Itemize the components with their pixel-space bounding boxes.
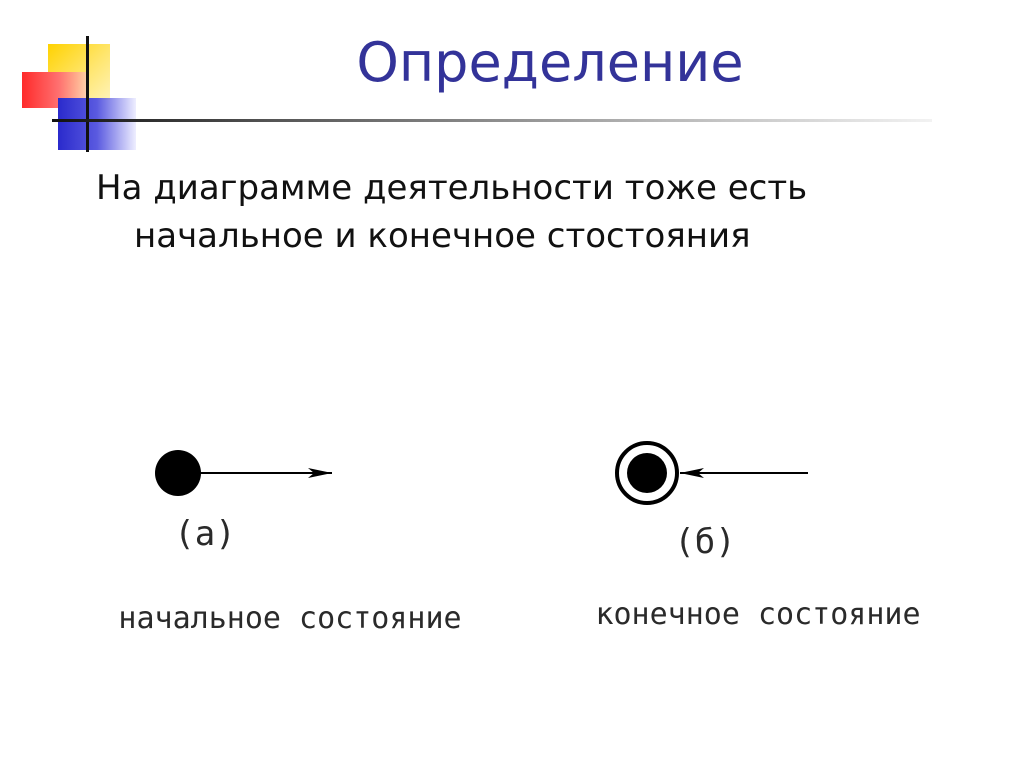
body-text-line-2: начальное и конечное стостояния — [134, 216, 751, 256]
initial-state-group — [118, 450, 461, 636]
initial-state-caption: начальное состояние — [118, 601, 462, 636]
slide-title: Определение — [356, 31, 744, 94]
final-state-caption: конечное состояние — [595, 597, 921, 632]
initial-state-marker: (а) — [174, 514, 236, 554]
final-state-marker: (б) — [674, 522, 736, 562]
initial-state-dot — [155, 450, 201, 496]
body-text-line-1: На диаграмме деятельности тоже есть — [96, 168, 808, 208]
final-state-inner-dot — [627, 453, 667, 493]
final-state-group — [595, 443, 920, 632]
